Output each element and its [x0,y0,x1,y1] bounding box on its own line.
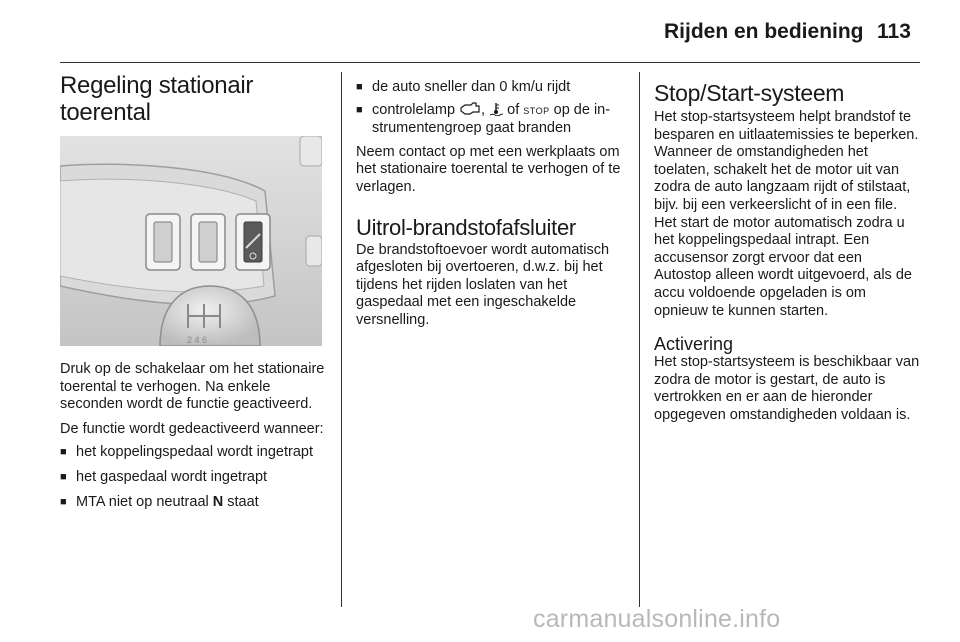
switch-panel-illustration [60,136,322,346]
column-divider-1 [341,72,342,607]
list-item-tail: staat [223,493,259,510]
neutral-gear-letter: N [212,493,224,510]
list-item-text: op de instrumentengroep gaat branden [372,101,611,137]
column-1-body [60,361,326,511]
paragraph-idle-increase: Druk op de schakelaar om het stationaire toerental te verhogen. Na enkele seconden wordt de functie geactiveerd. [60,361,325,413]
gear-pattern-digits: 2 4 6 [187,335,208,345]
paragraph-contact-workshop: Neem contact op met een werkplaats om het stationaire toerental te verhogen of te verlagen. [356,143,621,195]
column-1 [60,72,326,126]
deactivation-conditions-continued [356,79,624,138]
coolant-temperature-icon [489,102,503,116]
page-number: 113 [877,20,911,43]
header-title: Rijden en bediening [664,20,864,43]
column-3 [654,80,922,425]
list-item-text: controlelamp [372,101,460,118]
list-item: ■ het koppelingspedaal wordt ingetrapt [60,444,326,462]
section-heading-idle-speed: Regeling stationair toerental [60,72,254,126]
list-item-text: of [503,101,524,118]
switch-panel-photo [60,136,322,346]
list-item: ■ het gaspedaal wordt ingetrapt [60,469,326,487]
column-divider-2 [639,72,640,607]
list-item [60,494,326,512]
section-heading-fuel-cutoff: Uitrol-brandstofafsluiter [356,214,576,240]
paragraph-activation: Het stop-startsysteem is beschikbaar van zodra de motor is gestart, de auto is vertrokken en er aan de hieronder opgegeven omstandigheden voldaan is. [654,354,920,423]
list-item-text: MTA niet op neutraal [76,493,209,510]
list-item: ■ de auto sneller dan 0 km/u rijdt [356,79,624,97]
paragraph-stop-start-intro: Het stop-startsysteem helpt brandstof te besparen en uitlaatemissies te beperken. Wanneer de omstandigheden het toelaten, schakelt het de motor uit van zodra de auto langzaam rijdt of stilstaat, bijv. bij een verkeerslicht of in een file. Het start de motor automatisch zodra u het koppelingspedaal intrapt. Een accusensor zorgt ervoor dat een Autostop alleen wordt uitgevoerd, als de accu voldoende opgeladen is om opnieuw te kunnen starten. [654,109,919,319]
list-item-text: , [481,101,490,118]
header-divider [60,62,920,63]
list-item [356,102,624,138]
column-2 [356,79,624,330]
paragraph-fuel-cutoff: De brandstoftoevoer wordt automatisch afgesloten bij overtoeren, d.w.z. bij het tijdens het rijden loslaten van het gaspedaal met een ingeschakelde versnelling. [356,241,610,328]
check-engine-warning-icon [459,102,481,115]
watermark: carmanualsonline.info [533,605,781,633]
section-heading-stop-start: Stop/Start-systeem [654,80,845,106]
deactivation-conditions-list [60,444,326,511]
stop-indicator-icon: STOP [523,105,550,116]
paragraph-deactivated-when: De functie wordt gedeactiveerd wanneer: [60,420,324,437]
subheading-activation: Activering [654,334,734,355]
